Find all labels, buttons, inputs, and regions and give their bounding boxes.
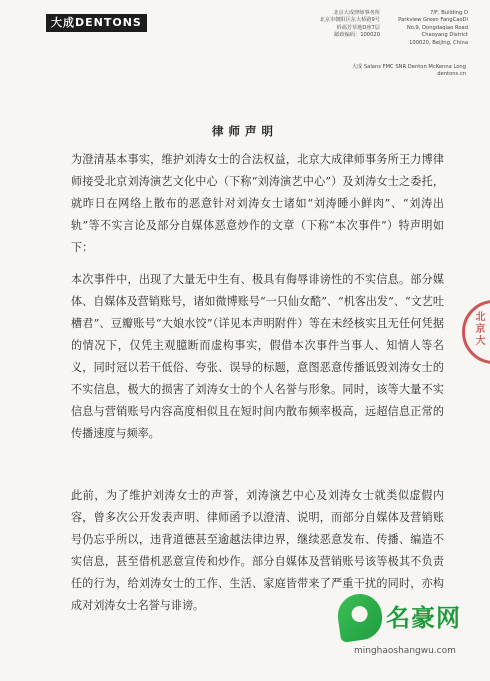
seal-text: 北京大 — [473, 311, 484, 347]
document-title: 律师声明 — [212, 124, 278, 138]
affiliation-line: 大成 Salans FMC SNR Denton McKenna Long dentons.cn — [351, 64, 466, 78]
address-chinese: 北京大成律师事务所 北京市朝阳区东大桥路9号 侨福芳草地D座7层 邮政编码：100020 — [319, 10, 380, 39]
official-seal — [462, 300, 490, 364]
paragraph-history: 此前，为了维护刘涛女士的声誉，刘涛演艺中心及刘涛女士就类似虚假内容，曾多次公开发表声明、律师函予以澄清、说明，而部分自媒体及营销账号仍忘乎所以，违背道德甚至逾越法律边界，继续恶意发布、传播、编造不实信息，甚至借机恶意宣传和炒作。部分自媒体及营销账号该等极其不负责任的行为，给刘涛女士的工作、生活、家庭皆带来了严重干扰的同时，亦构成对刘涛女士名誉与诽谤。 — [71, 489, 444, 612]
watermark — [338, 588, 486, 674]
dentons-logo: 大成DENTONS — [46, 14, 147, 32]
address-english: 7/F, Building D Parkview Green FangCaoDi No.9, Dongdaqiao Road Chaoyang District 100020, Beijing, China — [398, 10, 468, 46]
paragraph-intro: 为澄清基本事实，维护刘涛女士的合法权益，北京大成律师事务所王力博律师接受北京刘涛演艺文化中心（下称“刘涛演艺中心”）及刘涛女士之委托，就昨日在网络上散布的恶意针对刘涛女士诸如“刘涛睡小鲜肉”、“刘涛出轨”等不实言论及部分自媒体恶意炒作的文章（下称“本次事件”）特声明如下： — [71, 153, 444, 254]
watermark-logo-icon — [335, 591, 385, 643]
watermark-name: 名豪网 — [386, 604, 461, 632]
watermark-url: minghaoshangwu.com — [354, 646, 456, 656]
paragraph-incident: 本次事件中，出现了大量无中生有、极具有侮辱诽谤性的不实信息。部分媒体、自媒体及营销账号，诸如微博账号“一只仙女酷”、“机客出发”、“文艺吐槽君”、豆瓣账号“大娘水饺”（详见本声明附件）等在未经核实且无任何凭据的情况下，仅凭主观臆断而虚构事实，假借本次事件当事人、知情人等名义，同时冠以若干低俗、夸张、误导的标题，意图恶意传播诋毁刘涛女士的不实信息，极大的损害了刘涛女士的个人名誉与形象。同时，该等大量不实信息与营销账号内容高度相似且在短时间内散布频率极高，远超信息正常的传播速度与频率。 — [71, 273, 444, 440]
